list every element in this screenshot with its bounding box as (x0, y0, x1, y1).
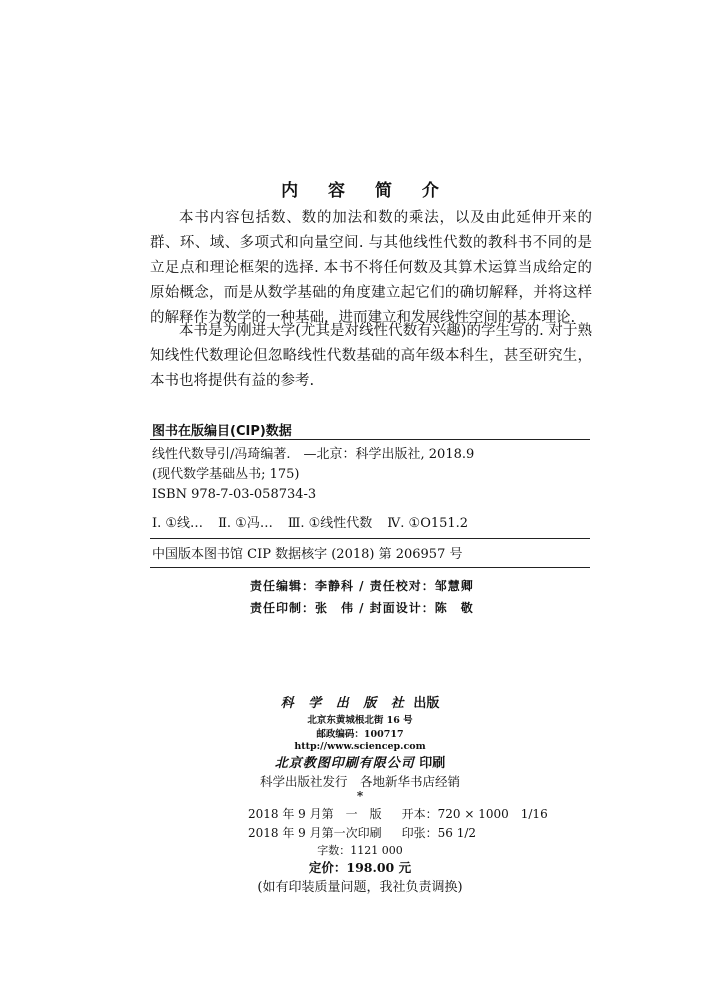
cip-class-4: Ⅳ. ①O151.2 (387, 516, 469, 531)
publisher-suffix: 出版 (413, 696, 440, 711)
cip-class-2: Ⅱ. ①冯… (218, 516, 273, 531)
publisher-postcode: 邮政编码：100717 (316, 729, 404, 740)
quality-note: (如有印装质量问题，我社负责调换) (257, 880, 463, 895)
summary-title: 内 容 简 介 (281, 181, 451, 201)
colophon-separator: * (356, 789, 364, 803)
cip-title-line: 线性代数导引/冯琦编著. —北京：科学出版社, 2018.9 (152, 447, 475, 462)
cip-classification-row (152, 512, 483, 531)
credit-line-1: 责任编辑：李静科 / 责任校对：邹慧卿 (250, 579, 474, 593)
printer-line (0, 752, 720, 771)
edition-text: 2018 年 9 月第 一 版 (248, 807, 382, 821)
summary-paragraph-1: 本书内容包括数、数的加法和数的乘法，以及由此延伸开来的群、环、域、多项式和向量空间. 与其他线性代数的教科书不同的是立足点和理论框架的选择. 本书不将任何数及其算术运算当成给定的原始概念，而是从数学基础的角度建立起它们的确切解释，并将这样的解释作为数学的一种基础，进而建立和发展线性空间的基本理论. (150, 210, 592, 326)
publisher-website: http://www.sciencep.com (294, 741, 426, 752)
cip-isbn-line: ISBN 978-7-03-058734-3 (152, 487, 317, 502)
publisher-line (0, 692, 720, 711)
distribution-line: 科学出版社发行 各地新华书店经销 (259, 774, 460, 789)
printing-text: 2018 年 9 月第一次印刷 (248, 826, 382, 840)
format-text: 开本：720 × 1000 1/16 (401, 807, 548, 821)
sheets-text: 印张：56 1/2 (401, 826, 477, 840)
price: 定价：198.00 元 (308, 860, 412, 875)
cip-class-1: Ⅰ. ①线… (152, 516, 204, 531)
credit-line-2: 责任印制：张 伟 / 封面设计：陈 敬 (250, 601, 474, 615)
cip-series-line: (现代数学基础丛书; 175) (152, 467, 300, 482)
summary-paragraph-2: 本书是为刚进大学(尤其是对线性代数有兴趣)的学生写的. 对于熟知线性代数理论但忽略线性代数基础的高年级本科生，甚至研究生，本书也将提供有益的参考. (150, 323, 592, 389)
cip-top-rule (150, 439, 590, 440)
cip-middle-rule (150, 538, 590, 539)
cip-class-3: Ⅲ. ①线性代数 (287, 516, 373, 531)
cip-heading: 图书在版编目(CIP)数据 (152, 424, 292, 439)
printer-suffix: 印刷 (419, 756, 446, 771)
cip-bottom-rule (150, 567, 590, 568)
publisher-name: 科 学 出 版 社 (280, 696, 409, 711)
printer-name: 北京教图印刷有限公司 (274, 756, 415, 771)
printing-line (248, 824, 476, 841)
cip-number-line: 中国版本图书馆 CIP 数据核字 (2018) 第 206957 号 (152, 547, 463, 562)
edition-line (248, 805, 548, 822)
word-count: 字数：1121 000 (317, 844, 403, 857)
publisher-address: 北京东黄城根北街 16 号 (307, 715, 413, 726)
